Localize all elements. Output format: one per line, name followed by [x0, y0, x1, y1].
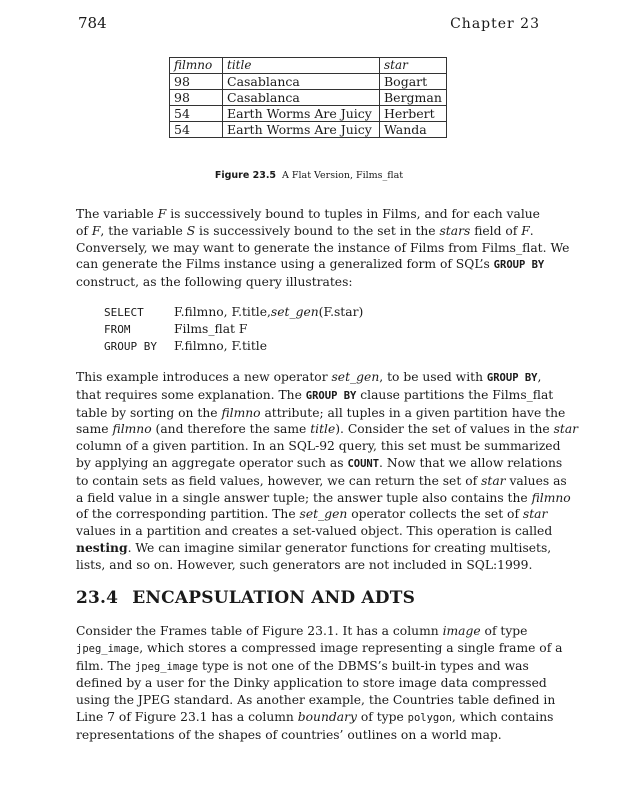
table-cell: 98: [170, 74, 223, 90]
chapter-heading: Chapter 23: [450, 16, 540, 32]
table-cell: Wanda: [380, 122, 447, 138]
sql-keyword: GROUP BY: [104, 340, 157, 353]
table-cell: Bogart: [380, 74, 447, 90]
sql-keyword: SELECT: [104, 306, 144, 319]
column-header: star: [380, 58, 447, 74]
paragraph-variable-binding: The variable F is successively bound to tuples in Films, and for each value of F, the variable S is successively bound to the set in the stars field of F. Conversely, we may want to generate the instance of Films from Films_flat. We can generate the Films instance using a generalized form of SQL’s GROUP BY construct, as the following query illustrates:: [76, 207, 570, 290]
table-cell: 54: [170, 122, 223, 138]
column-header: title: [223, 58, 380, 74]
table-header-row: [170, 58, 447, 74]
table-cell: Herbert: [380, 106, 447, 122]
table-cell: Earth Worms Are Juicy: [223, 106, 380, 122]
table-cell: Casablanca: [223, 74, 380, 90]
table-cell: Earth Worms Are Juicy: [223, 122, 380, 138]
table-row: [170, 74, 447, 90]
table-cell: Bergman: [380, 90, 447, 106]
table-cell: 98: [170, 90, 223, 106]
films-flat-table: [169, 57, 447, 138]
figure-label: Figure 23.5: [214, 170, 277, 181]
table-row: [170, 90, 447, 106]
table-row: [170, 106, 447, 122]
paragraph-encapsulation: Consider the Frames table of Figure 23.1. It has a column image of type jpeg_image, which stores a compressed image representing a single frame of a film. The jpeg_image type is not one of the DBMS’s built-in types and was defined by a user for the Dinky application to store image data compressed using the JPEG standard. As another example, the Countries table defined in Line 7 of Figure 23.1 has a column boundary of type polygon, which contains representations of the shapes of countries’ outlines on a world map.: [76, 624, 563, 742]
paragraph-set-gen-explanation: This example introduces a new operator set_gen, to be used with GROUP BY, that requires some explanation. The GROUP BY clause partitions the Films_flat table by sorting on the filmno attribute; all tuples in a given partition have the same filmno (and therefore the same title). Consider the set of values in the star column of a given partition. In an SQL-92 query, this set must be summarized by applying an aggregate operator such as COUNT. Now that we allow relations to contain sets as field values, however, we can return the set of star values as a field value in a single answer tuple; the answer tuple also contains the filmno of the corresponding partition. The set_gen operator collects the set of star values in a partition and creates a set-valued object. This operation is called nesting. We can imagine similar generator functions for creating multisets, lists, and so on. However, such generators are not included in SQL:1999.: [76, 370, 579, 572]
figure-caption-text: A Flat Version, Films_flat: [282, 170, 404, 181]
sql-keyword: FROM: [104, 323, 131, 336]
table-row: [170, 122, 447, 138]
table-cell: 54: [170, 106, 223, 122]
section-heading: 23.4 ENCAPSULATION AND ADTS: [76, 588, 416, 608]
sql-query: SELECT F.filmno, F.title, set_gen (F.star) FROM Films_flat F GROUP BY F.filmno, F.title: [104, 305, 364, 353]
table-cell: Casablanca: [223, 90, 380, 106]
column-header: filmno: [170, 58, 223, 74]
page-number: 784: [78, 14, 107, 32]
figure-caption: [0, 170, 618, 181]
